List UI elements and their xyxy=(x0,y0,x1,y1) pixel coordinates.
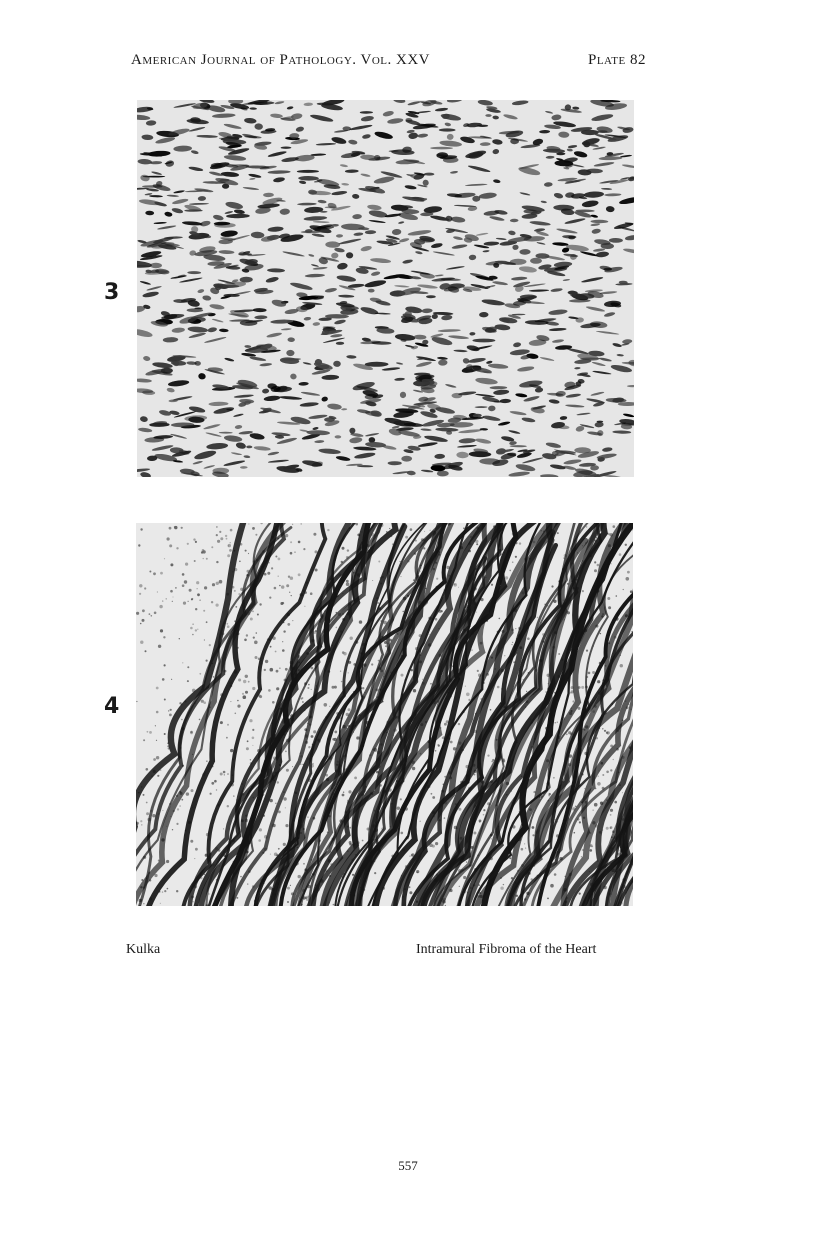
figure-4-label: 4 xyxy=(104,694,120,719)
page-number: 557 xyxy=(398,1158,418,1173)
figure-4-image xyxy=(136,523,633,906)
plate-number: Plate 82 xyxy=(588,52,646,68)
figure-3-micrograph xyxy=(137,100,634,477)
figure-3-image xyxy=(137,100,634,477)
figure-3-label: 3 xyxy=(104,280,120,305)
figure-4-micrograph xyxy=(136,523,633,906)
caption-author: Kulka xyxy=(126,942,161,957)
caption-title: Intramural Fibroma of the Heart xyxy=(416,942,597,957)
journal-header: American Journal of Pathology. Vol. XXV xyxy=(131,52,430,68)
